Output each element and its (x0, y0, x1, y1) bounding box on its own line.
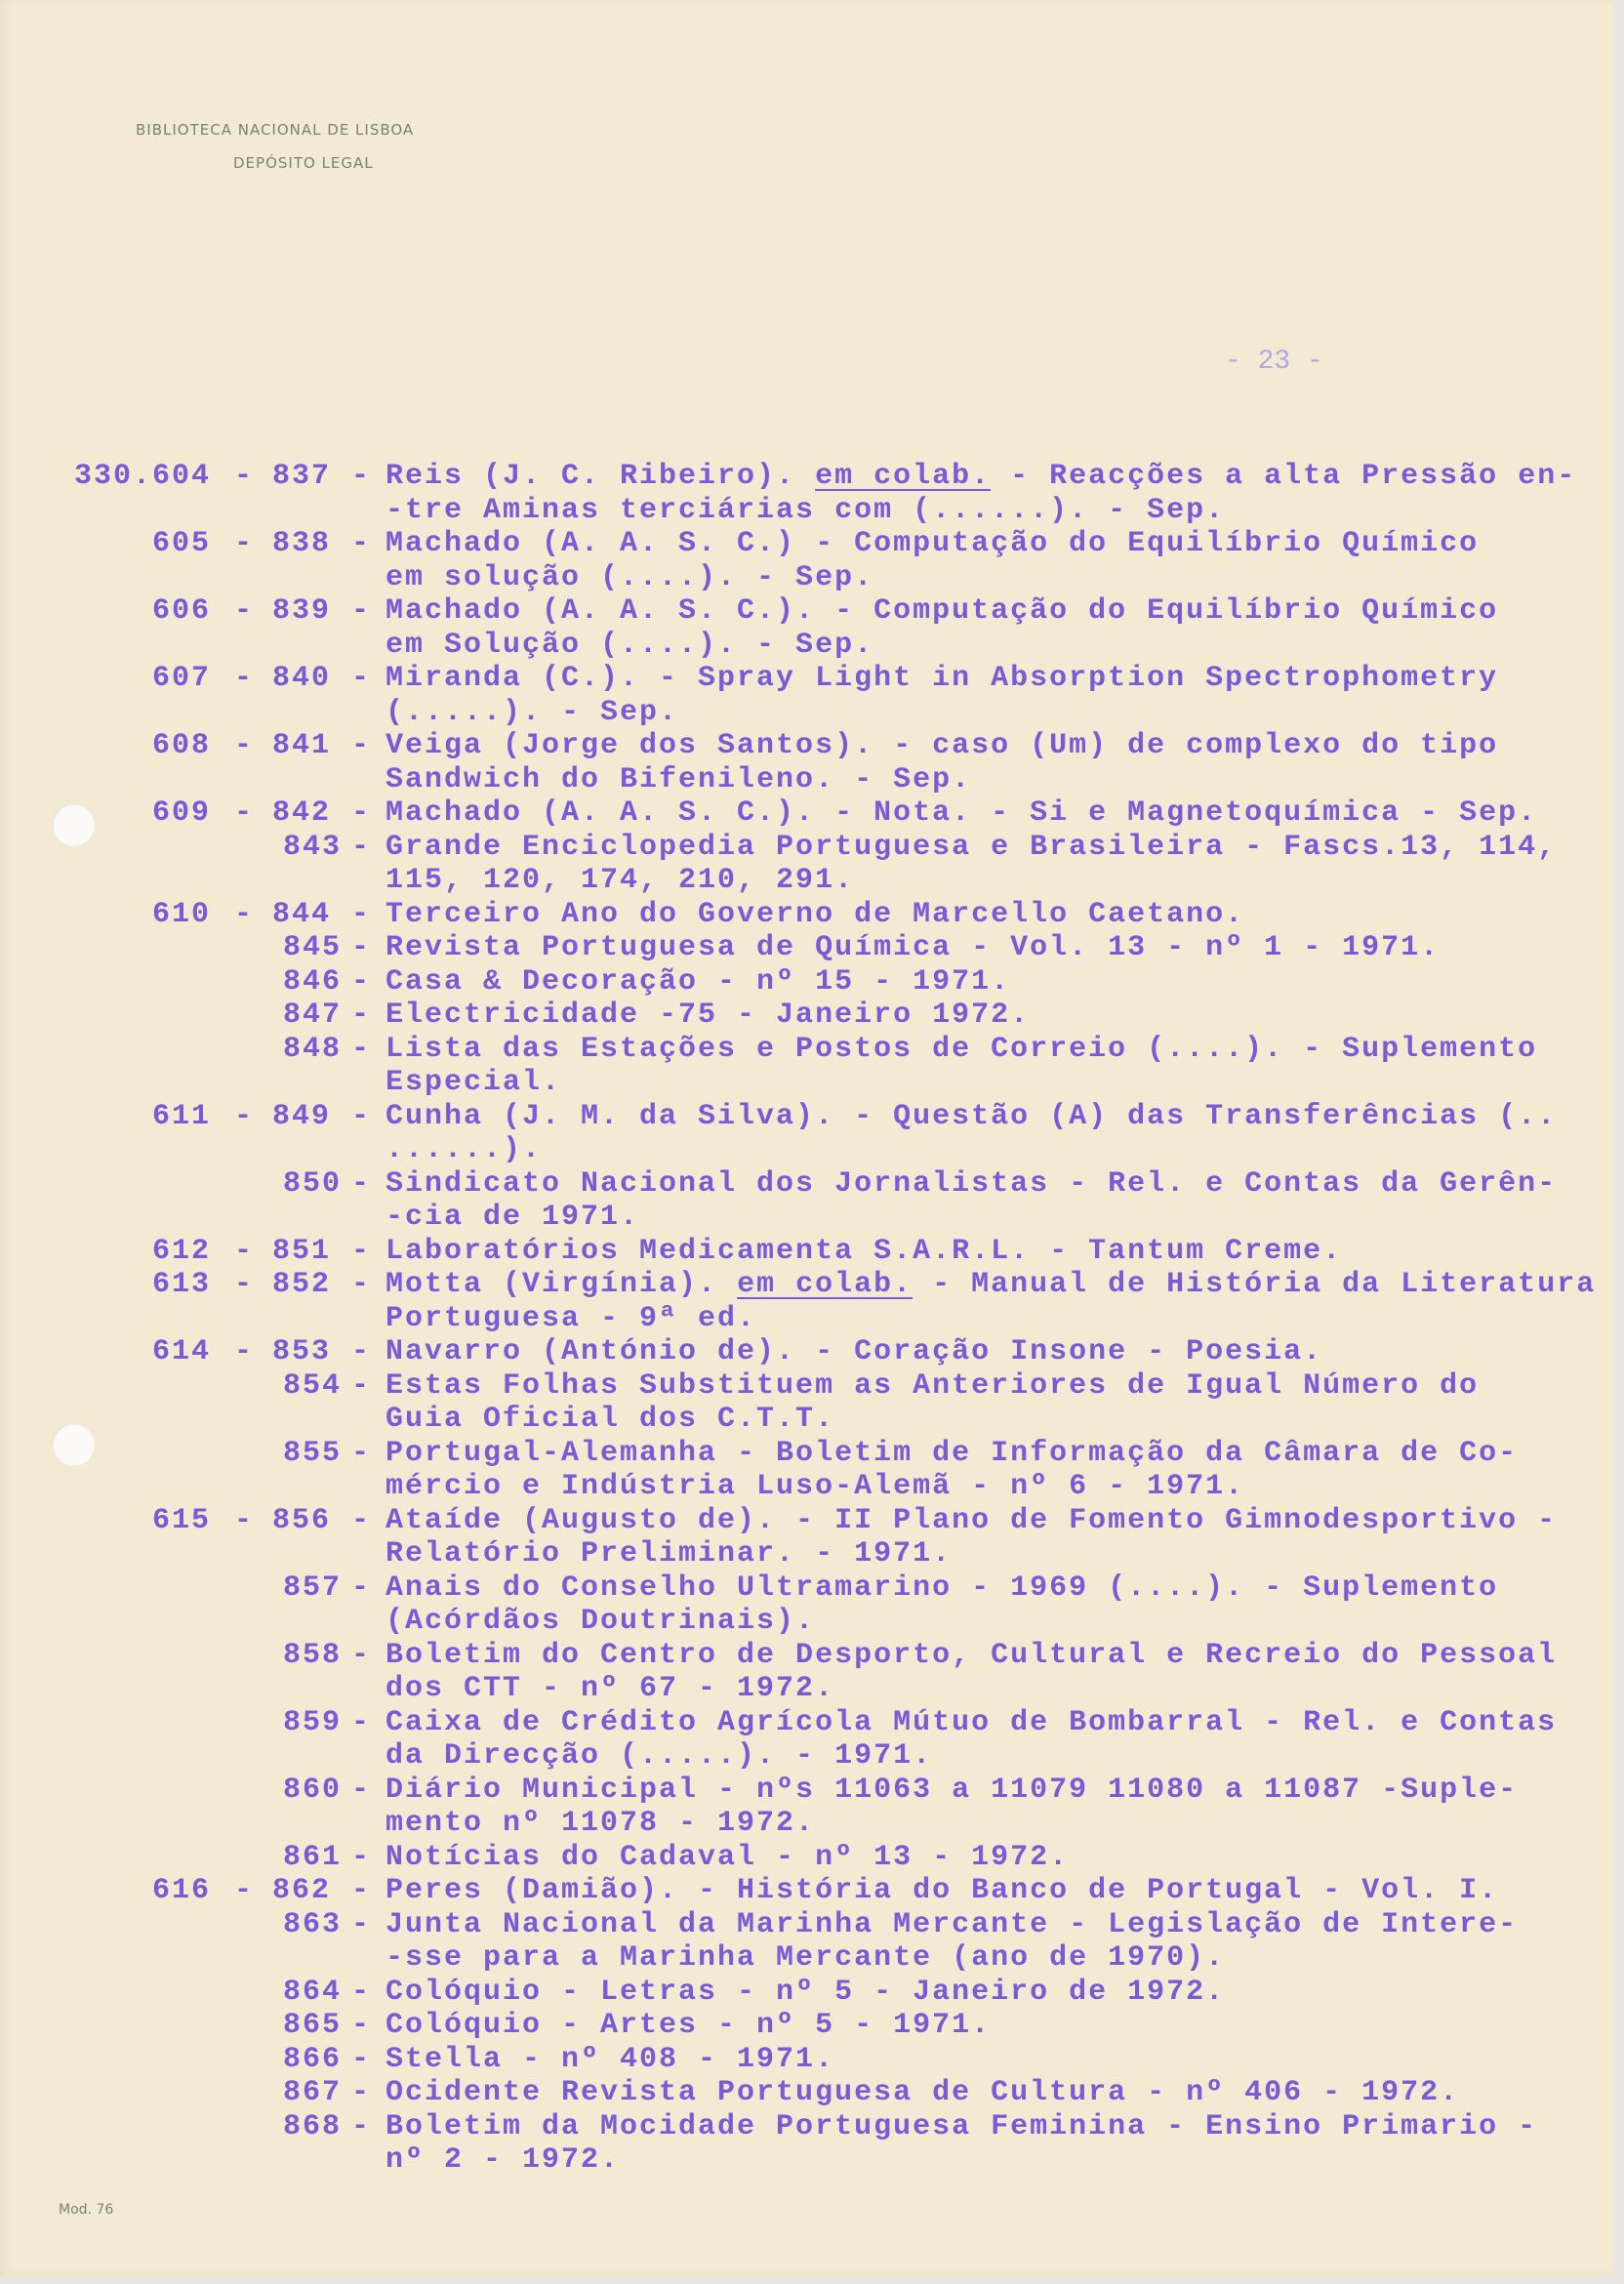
separator-dash: - (351, 1975, 372, 2009)
entry-text (386, 1235, 1342, 1269)
separator-dash: - (351, 1570, 372, 1605)
entry-continuation-line (0, 1066, 1613, 1100)
entry-text (386, 999, 1030, 1033)
entry-text-part: - Manual de História da Literatura (913, 1268, 1597, 1301)
entry-text (386, 1504, 1557, 1538)
entry-continuation-line (0, 1672, 1613, 1706)
class-number: 611 (151, 1099, 211, 1133)
separator-dash: - (351, 662, 372, 695)
entry-text-part: Sindicato Nacional dos Jornalistas - Rel. e Contas da Gerên- (386, 1166, 1558, 1201)
separator-dash: - (351, 527, 372, 560)
entry-text-part: Motta (Virgínia). (386, 1268, 738, 1301)
separator-dash: - (351, 2009, 372, 2042)
entry-text (386, 1639, 1557, 1673)
separator-dash: - (351, 1503, 372, 1537)
entry-continuation-line (0, 561, 1613, 595)
entry-text (386, 1133, 542, 1167)
entry-line (0, 965, 1613, 999)
entry-number: 856 (272, 1503, 332, 1537)
entry-line (0, 1908, 1613, 1942)
entry-line (0, 662, 1613, 696)
separator-dash: - (234, 460, 255, 493)
entry-number: 842 (272, 796, 332, 830)
entry-number: 845 (283, 931, 343, 964)
entry-continuation-line (0, 1605, 1613, 1639)
entry-number: 851 (272, 1234, 332, 1268)
entry-text (386, 1066, 561, 1100)
entry-line (0, 1841, 1613, 1875)
separator-dash: - (351, 594, 372, 628)
entry-line (0, 1639, 1613, 1673)
separator-dash: - (351, 2109, 372, 2143)
entry-line (0, 2009, 1613, 2043)
entry-number: 853 (272, 1335, 332, 1368)
entry-text (386, 2143, 620, 2178)
class-number: 609 (151, 796, 211, 830)
entry-text (386, 1537, 952, 1571)
entry-text-part: em Solução (....). - Sep. (386, 628, 874, 662)
separator-dash: - (351, 1368, 372, 1403)
class-number: 607 (151, 662, 211, 695)
entry-number: 868 (283, 2109, 343, 2143)
separator-dash: - (351, 1638, 372, 1672)
separator-dash: - (351, 999, 372, 1032)
class-number: 606 (151, 594, 211, 628)
entry-line (0, 2076, 1613, 2110)
entry-text (386, 864, 854, 898)
entry-text (386, 1268, 1596, 1302)
class-number: 608 (151, 729, 211, 762)
entry-number: 861 (283, 1840, 343, 1874)
entry-text-part: Diário Municipal - nºs 11063 a 11079 11080 a 11087 -Suple- (386, 1773, 1519, 1807)
separator-dash: - (351, 1436, 372, 1470)
entry-text-part: Machado (A. A. S. C.). - Nota. - Si e Magnetoquímica - Sep. (386, 796, 1538, 830)
separator-dash: - (234, 1503, 255, 1537)
entry-text (386, 696, 678, 730)
entry-text-part: Relatório Preliminar. - 1971. (386, 1537, 953, 1570)
entry-continuation-line (0, 629, 1613, 663)
entry-text-part: Grande Enciclopedia Portuguesa e Brasileira - Fascs.13, 114, (386, 830, 1558, 864)
class-number: 610 (151, 897, 211, 931)
entry-line (0, 1033, 1613, 1067)
entry-text-part: Ocidente Revista Portuguesa de Cultura - nº 406 - 1972. (386, 2076, 1460, 2109)
entry-text-part: Junta Nacional da Marinha Mercante - Legislação de Intere- (386, 1907, 1519, 1941)
separator-dash: - (234, 729, 255, 762)
entry-text (386, 460, 1576, 494)
entry-text (386, 527, 1479, 561)
underlined-text: em colab. (737, 1268, 914, 1301)
entry-text (386, 1874, 1498, 1908)
entry-text-part: Cunha (J. M. da Silva). - Questão (A) das Transferências (.. (386, 1099, 1558, 1133)
entry-text-part: Veiga (Jorge dos Santos). - caso (Um) de complexo do tipo (386, 729, 1499, 762)
entry-text-part: Anais do Conselho Ultramarino - 1969 (....). - Suplemento (386, 1570, 1499, 1605)
entry-text (386, 662, 1498, 696)
entry-continuation-line (0, 1201, 1613, 1235)
entry-text (386, 1774, 1518, 1808)
entry-line (0, 999, 1613, 1033)
entry-text (386, 729, 1498, 763)
entry-number: 859 (283, 1705, 343, 1739)
entry-number: 862 (272, 1874, 332, 1907)
separator-dash: - (351, 1099, 372, 1133)
entry-line (0, 460, 1613, 494)
entry-text-part: mento nº 11078 - 1972. (386, 1807, 816, 1840)
entry-line (0, 1874, 1613, 1908)
entry-text-part: Ataíde (Augusto de). - II Plano de Fomento Gimnodesportivo - (386, 1503, 1558, 1537)
entry-number: 849 (272, 1099, 332, 1133)
entry-continuation-line (0, 864, 1613, 898)
entry-text-part: Portugal-Alemanha - Boletim de Informação da Câmara de Co- (386, 1436, 1519, 1470)
entry-text (386, 1033, 1537, 1067)
separator-dash: - (351, 1907, 372, 1941)
entry-text-part: Machado (A. A. S. C.). - Computação do Equilíbrio Químico (386, 594, 1499, 628)
entry-number: 841 (272, 729, 332, 762)
entry-text (386, 965, 1010, 999)
entry-text-part: Guia Oficial dos C.T.T. (386, 1403, 835, 1436)
entry-number: 837 (272, 460, 332, 493)
entry-line (0, 2110, 1613, 2144)
entry-line (0, 594, 1613, 629)
form-code: Mod. 76 (59, 2202, 114, 2218)
entry-text-part: Electricidade -75 - Janeiro 1972. (386, 999, 1031, 1032)
entry-continuation-line (0, 763, 1613, 797)
entry-number: 863 (283, 1907, 343, 1941)
separator-dash: - (351, 729, 372, 762)
entry-text (386, 898, 1244, 932)
separator-dash: - (234, 1099, 255, 1133)
entry-text (386, 831, 1557, 865)
entry-continuation-line (0, 494, 1613, 528)
entry-text-part: -cia de 1971. (386, 1201, 640, 1234)
entry-text-part: Laboratórios Medicamenta S.A.R.L. - Tantum Creme. (386, 1234, 1343, 1268)
entry-continuation-line (0, 1403, 1613, 1437)
entry-text-part: Peres (Damião). - História do Banco de Portugal - Vol. I. (386, 1874, 1499, 1907)
entry-text (386, 629, 873, 663)
entry-continuation-line (0, 696, 1613, 730)
entry-text (386, 1403, 834, 1437)
entry-line (0, 898, 1613, 932)
entry-line (0, 729, 1613, 763)
entry-continuation-line (0, 1133, 1613, 1167)
entry-text-part: Lista das Estações e Postos de Correio (....). - Suplemento (386, 1032, 1538, 1066)
entry-number: 846 (283, 964, 343, 999)
separator-dash: - (351, 460, 372, 493)
entry-text-part: Caixa de Crédito Agrícola Mútuo de Bombarral - Rel. e Contas (386, 1705, 1558, 1739)
entry-text (386, 1739, 932, 1774)
entry-text-part: Miranda (C.). - Spray Light in Absorption Spectrophometry (386, 662, 1499, 695)
separator-dash: - (234, 527, 255, 560)
class-number: 615 (151, 1503, 211, 1537)
entry-line (0, 931, 1613, 965)
class-number: 613 (151, 1268, 211, 1301)
separator-dash: - (234, 1335, 255, 1368)
entry-text (386, 1201, 639, 1235)
entry-line (0, 796, 1613, 831)
class-number: 612 (151, 1234, 211, 1268)
entry-number: 844 (272, 897, 332, 931)
entry-number: 865 (283, 2009, 343, 2042)
entry-text (386, 1437, 1518, 1471)
entry-line (0, 1369, 1613, 1404)
entry-text (386, 1941, 1225, 1976)
entry-text-part: Colóquio - Artes - nº 5 - 1971. (386, 2009, 992, 2042)
entry-text-part: -tre Aminas terciárias com (......). - Sep. (386, 493, 1226, 527)
entry-text (386, 1335, 1322, 1369)
separator-dash: - (351, 830, 372, 864)
separator-dash: - (351, 1234, 372, 1268)
class-number: 616 (151, 1874, 211, 1907)
entry-number: 838 (272, 527, 332, 560)
underlined-text: em colab. (815, 460, 992, 493)
entry-text-part: Especial. (386, 1066, 562, 1099)
separator-dash: - (351, 897, 372, 931)
entry-number: 847 (283, 999, 343, 1032)
separator-dash: - (234, 594, 255, 628)
entry-number: 867 (283, 2076, 343, 2109)
separator-dash: - (234, 662, 255, 695)
separator-dash: - (351, 2076, 372, 2109)
entry-text-part: Casa & Decoração - nº 15 - 1971. (386, 964, 1011, 999)
entry-text-part: Notícias do Cadaval - nº 13 - 1972. (386, 1840, 1070, 1874)
entry-text (386, 1672, 834, 1706)
entry-text-part: em solução (....). - Sep. (386, 560, 874, 594)
entry-line (0, 1504, 1613, 1538)
entry-text (386, 1470, 1244, 1504)
entry-text (386, 2043, 834, 2077)
entry-text-part: dos CTT - nº 67 - 1972. (386, 1672, 835, 1705)
entry-text (386, 2110, 1537, 2144)
separator-dash: - (234, 1234, 255, 1268)
entry-text-part: da Direcção (.....). - 1971. (386, 1739, 933, 1773)
entry-line (0, 831, 1613, 865)
entry-text (386, 931, 1440, 965)
separator-dash: - (351, 1335, 372, 1368)
entry-number: 840 (272, 662, 332, 695)
page-number: - 23 - (1225, 347, 1323, 377)
entry-text-part: Boletim da Mocidade Portuguesa Feminina - Ensino Primario - (386, 2109, 1538, 2143)
entry-line (0, 527, 1613, 561)
entry-text-part: Machado (A. A. S. C.) - Computação do Equilíbrio Químico (386, 527, 1480, 560)
separator-dash: - (234, 1874, 255, 1907)
entry-text-part: -sse para a Marinha Mercante (ano de 1970). (386, 1941, 1226, 1975)
entry-line (0, 1774, 1613, 1808)
entry-continuation-line (0, 1807, 1613, 1841)
separator-dash: - (351, 964, 372, 999)
entry-number: 855 (283, 1436, 343, 1470)
entry-number: 858 (283, 1638, 343, 1672)
entry-number: 843 (283, 830, 343, 864)
entry-text-part: Revista Portuguesa de Química - Vol. 13 - nº 1 - 1971. (386, 931, 1441, 964)
entry-line (0, 1571, 1613, 1606)
entry-text-part: (Acórdãos Doutrinais). (386, 1605, 816, 1638)
entry-line (0, 1706, 1613, 1740)
entry-continuation-line (0, 1470, 1613, 1504)
separator-dash: - (234, 897, 255, 931)
class-number: 614 (151, 1335, 211, 1368)
entry-line (0, 1235, 1613, 1269)
entry-continuation-line (0, 1941, 1613, 1976)
separator-dash: - (351, 1166, 372, 1201)
entry-text-part: (.....). - Sep. (386, 695, 679, 729)
class-number: 330.604 (73, 460, 211, 493)
separator-dash: - (234, 796, 255, 830)
entry-text (386, 1369, 1479, 1404)
entry-text-part: 115, 120, 174, 210, 291. (386, 864, 855, 897)
entry-text-part: nº 2 - 1972. (386, 2143, 621, 2177)
entry-number: 866 (283, 2042, 343, 2076)
entry-text (386, 2076, 1459, 2110)
entry-text-part: Colóquio - Letras - nº 5 - Janeiro de 1972. (386, 1975, 1226, 2009)
entry-number: 850 (283, 1166, 343, 1201)
entry-text (386, 594, 1498, 629)
entry-line (0, 1976, 1613, 2010)
entry-number: 854 (283, 1368, 343, 1403)
entry-text-part: Terceiro Ano do Governo de Marcello Caetano. (386, 897, 1245, 931)
entry-text (386, 561, 873, 595)
department-header: DEPÓSITO LEGAL (233, 154, 374, 172)
entry-number: 860 (283, 1773, 343, 1807)
entry-text (386, 796, 1537, 831)
class-number: 605 (151, 527, 211, 560)
entry-text (386, 763, 971, 797)
entry-text (386, 1100, 1557, 1134)
entry-text (386, 1167, 1557, 1202)
entry-number: 839 (272, 594, 332, 628)
separator-dash: - (351, 1032, 372, 1066)
entry-text (386, 1605, 815, 1639)
separator-dash: - (351, 1874, 372, 1907)
separator-dash: - (351, 1840, 372, 1874)
entry-continuation-line (0, 2143, 1613, 2178)
separator-dash: - (351, 796, 372, 830)
entry-line (0, 2043, 1613, 2077)
entry-line (0, 1100, 1613, 1134)
entry-line (0, 1335, 1613, 1369)
entry-continuation-line (0, 1302, 1613, 1336)
entry-continuation-line (0, 1537, 1613, 1571)
entry-line (0, 1268, 1613, 1302)
entry-text-part: - Reacções a alta Pressão en- (991, 460, 1577, 493)
institution-header: BIBLIOTECA NACIONAL DE LISBOA (136, 121, 415, 139)
entry-text-part: Estas Folhas Substituem as Anteriores de Igual Número do (386, 1368, 1480, 1403)
separator-dash: - (351, 2042, 372, 2076)
entry-text-part: mércio e Indústria Luso-Alemã - nº 6 - 1971. (386, 1470, 1245, 1503)
entry-text (386, 1976, 1225, 2010)
entry-text-part: Boletim do Centro de Desporto, Cultural e Recreio do Pessoal (386, 1638, 1558, 1672)
entry-number: 857 (283, 1570, 343, 1605)
entry-number: 852 (272, 1268, 332, 1301)
entry-number: 848 (283, 1032, 343, 1066)
entry-text (386, 1706, 1557, 1740)
entry-text (386, 1908, 1518, 1942)
entry-text-part: ......). (386, 1133, 543, 1166)
entry-text (386, 494, 1225, 528)
entry-text (386, 1302, 756, 1336)
entry-text-part: Portuguesa - 9ª ed. (386, 1301, 757, 1335)
entry-text (386, 1807, 815, 1841)
entry-continuation-line (0, 1739, 1613, 1774)
entry-line (0, 1437, 1613, 1471)
entry-text-part: Reis (J. C. Ribeiro). (386, 460, 816, 493)
entry-text-part: Sandwich do Bifenileno. - Sep. (386, 762, 972, 796)
separator-dash: - (351, 1268, 372, 1301)
separator-dash: - (351, 1705, 372, 1739)
entry-text-part: Navarro (António de). - Coração Insone - Poesia. (386, 1335, 1323, 1368)
separator-dash: - (351, 931, 372, 964)
entry-text-part: Stella - nº 408 - 1971. (386, 2042, 835, 2076)
separator-dash: - (351, 1773, 372, 1807)
entry-text (386, 1841, 1069, 1875)
separator-dash: - (234, 1268, 255, 1301)
entry-line (0, 1167, 1613, 1202)
entry-number: 864 (283, 1975, 343, 2009)
entry-text (386, 2009, 991, 2043)
entry-text (386, 1571, 1498, 1606)
